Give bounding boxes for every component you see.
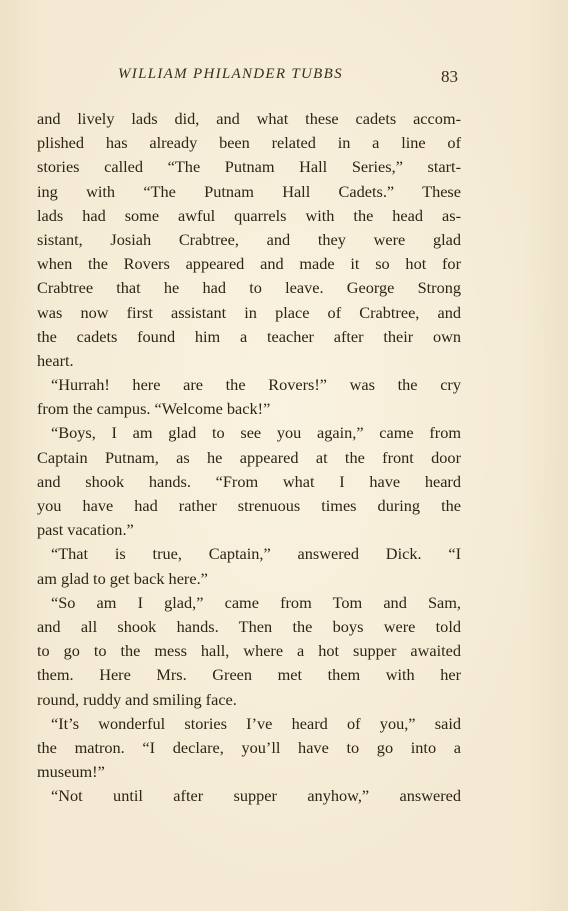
text-line: “Boys, I am glad to see you again,” came from bbox=[51, 423, 461, 443]
text-line: from the campus. “Welcome back!” bbox=[37, 399, 271, 419]
text-line: “It’s wonderful stories I’ve heard of you,” said bbox=[51, 713, 461, 733]
text-line: and lively lads did, and what these cadets accom- bbox=[37, 109, 461, 128]
text-line: am glad to get back here.” bbox=[37, 568, 208, 588]
text-line: Crabtree that he had to leave. George Strong bbox=[37, 278, 461, 298]
text-line: round, ruddy and smiling face. bbox=[37, 689, 237, 709]
text-line: past vacation.” bbox=[37, 520, 134, 540]
text-line: the matron. “I declare, you’ll have to go into a bbox=[37, 737, 461, 757]
body-text bbox=[37, 107, 461, 808]
page-number: 83 bbox=[441, 67, 458, 86]
running-title: WILLIAM PHILANDER TUBBS bbox=[118, 66, 343, 82]
running-header bbox=[0, 66, 568, 90]
text-line: to go to the mess hall, where a hot supper awaited bbox=[37, 641, 461, 661]
text-line: you have had rather strenuous times during the bbox=[37, 496, 461, 515]
text-line: and all shook hands. Then the boys were told bbox=[37, 616, 461, 636]
text-line: and shook hands. “From what I have heard bbox=[37, 471, 461, 491]
text-line: stories called “The Putnam Hall Series,” start- bbox=[37, 157, 461, 177]
text-line: “So am I glad,” came from Tom and Sam, bbox=[51, 592, 461, 612]
text-line: the cadets found him a teacher after their own bbox=[37, 326, 461, 346]
text-line: ing with “The Putnam Hall Cadets.” These bbox=[37, 181, 461, 201]
text-line: plished has already been related in a line of bbox=[37, 133, 461, 153]
text-line: when the Rovers appeared and made it so hot for bbox=[37, 254, 461, 274]
text-line: was now first assistant in place of Crabtree, and bbox=[37, 302, 461, 322]
text-line: lads had some awful quarrels with the head as- bbox=[37, 205, 461, 225]
text-line: heart. bbox=[37, 350, 74, 370]
text-line: Captain Putnam, as he appeared at the front door bbox=[37, 447, 461, 467]
text-line: “Not until after supper anyhow,” answered bbox=[51, 786, 461, 806]
text-line: “That is true, Captain,” answered Dick. “I bbox=[51, 544, 461, 564]
text-line: “Hurrah! here are the Rovers!” was the cry bbox=[51, 375, 461, 395]
text-line: them. Here Mrs. Green met them with her bbox=[37, 665, 461, 685]
text-line: sistant, Josiah Crabtree, and they were glad bbox=[37, 229, 461, 249]
text-line: museum!” bbox=[37, 762, 105, 782]
